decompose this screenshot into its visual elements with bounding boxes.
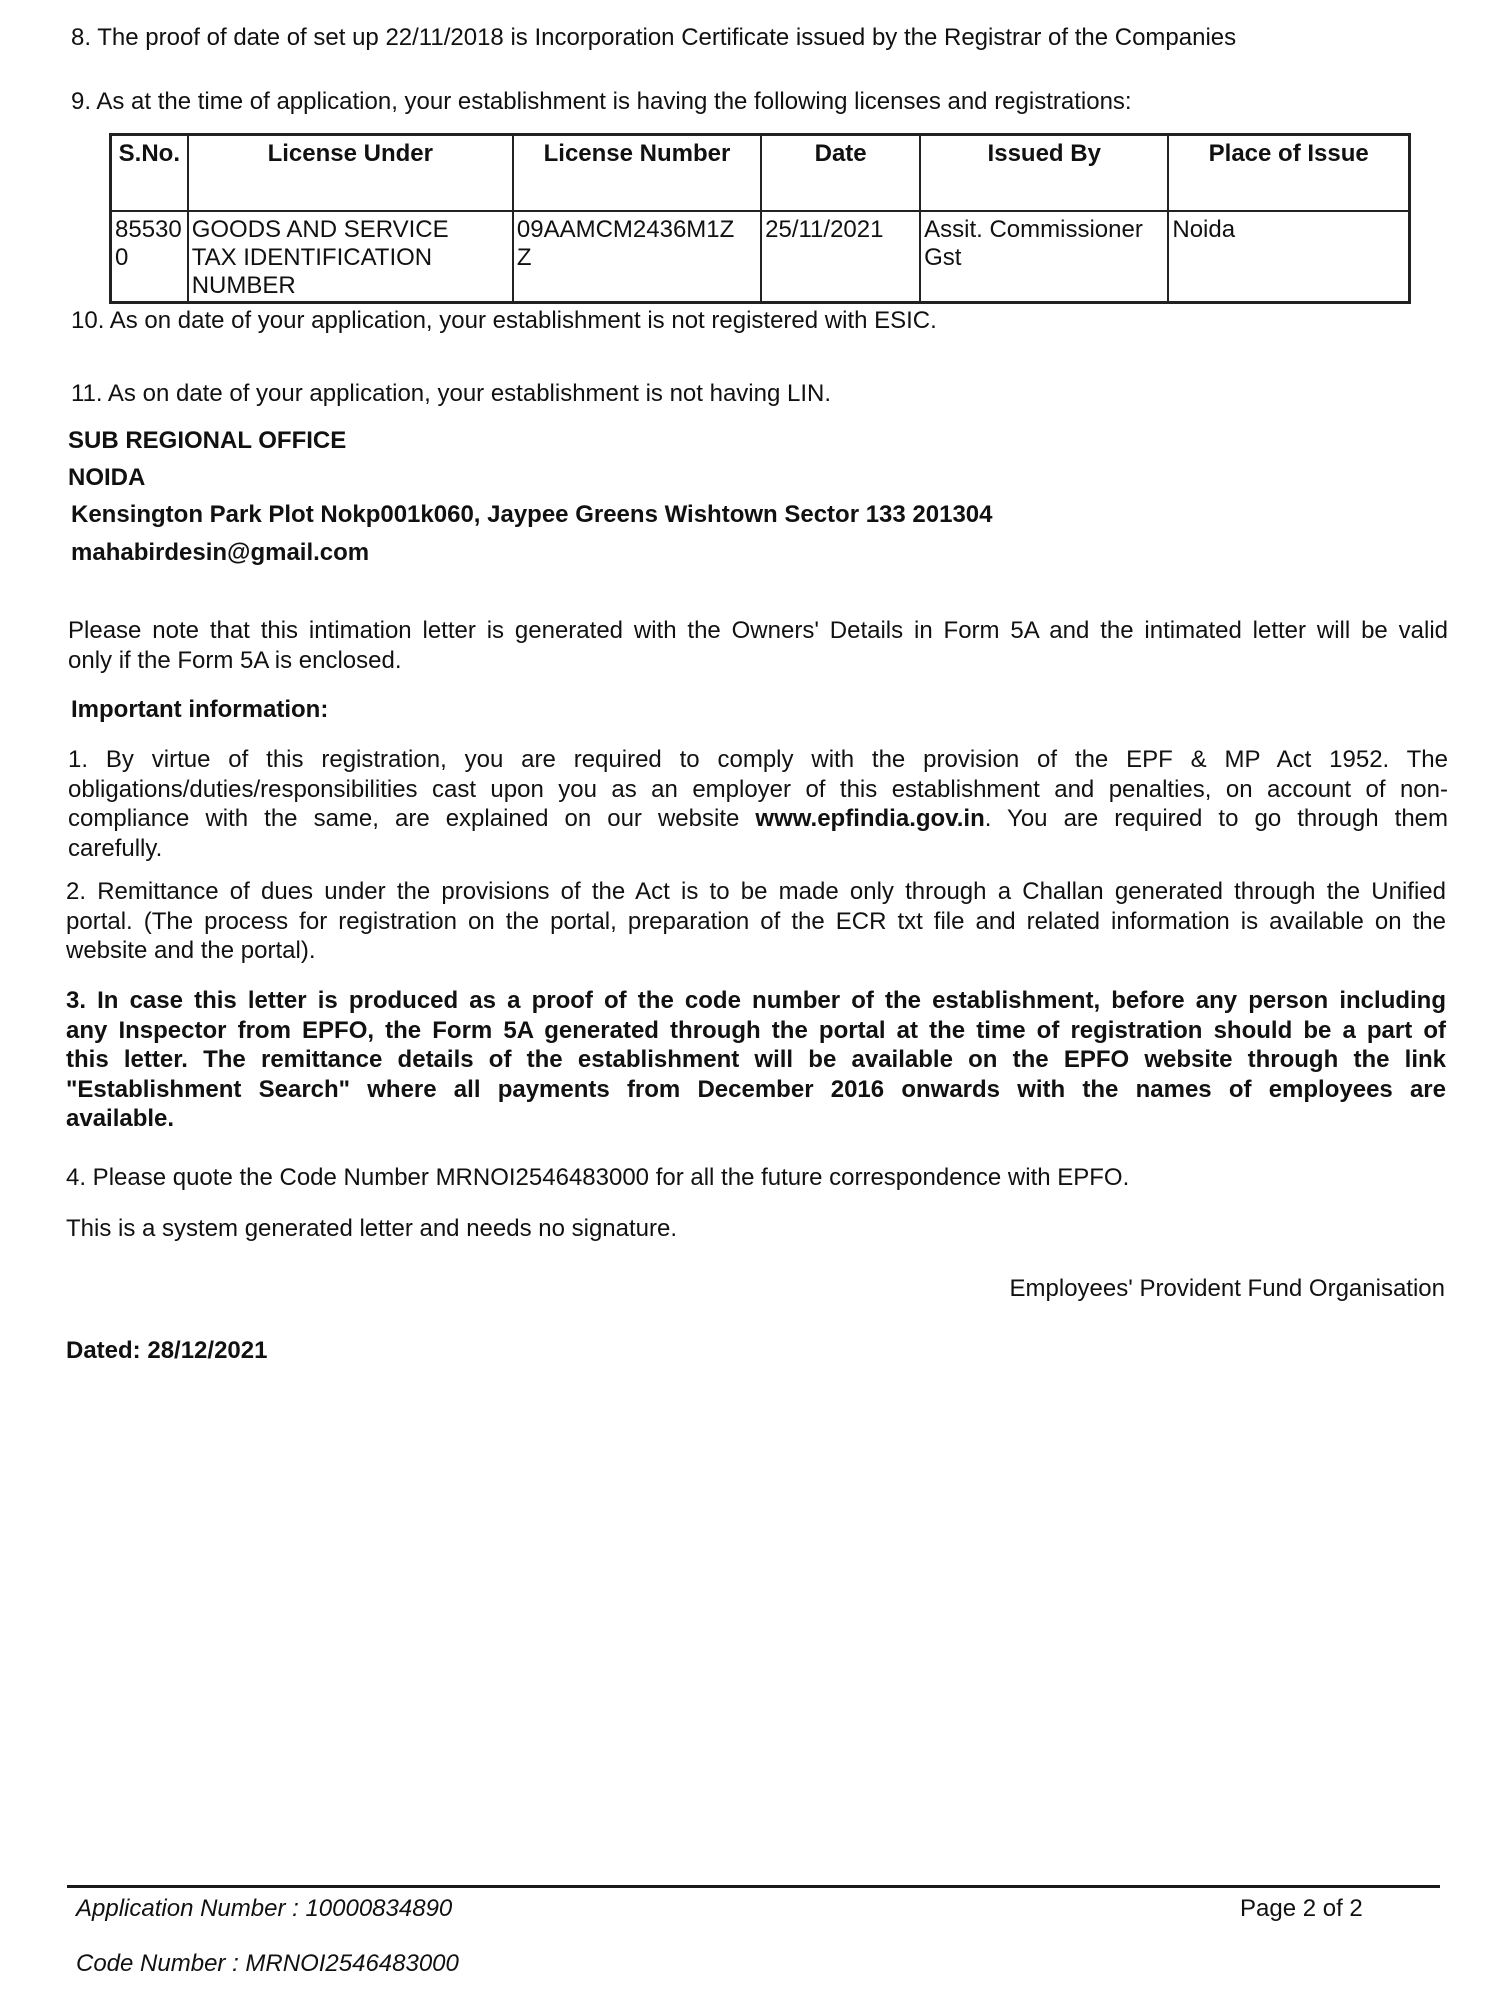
cell-date: 25/11/2021 [761, 211, 920, 303]
dated-label: Dated: 28/12/2021 [66, 1337, 268, 1364]
footer-page-number: Page 2 of 2 [1240, 1895, 1363, 1922]
item-10-esic-status: 10. As on date of your application, your establishment is not registered with ESIC. [71, 307, 937, 334]
cell-place-of-issue: Noida [1168, 211, 1409, 303]
table-header-row [111, 135, 1410, 212]
cell-license-under: GOODS AND SERVICE TAX IDENTIFICATION NUMBER [188, 211, 513, 303]
establishment-address: Kensington Park Plot Nokp001k060, Jaypee Greens Wishtown Sector 133 201304 [71, 501, 993, 528]
cell-license-number: 09AAMCM2436M1Z Z [513, 211, 761, 303]
licenses-table [109, 133, 1411, 304]
header-place-of-issue: Place of Issue [1168, 135, 1409, 212]
cell-sno: 85530 0 [111, 211, 188, 303]
office-city: NOIDA [68, 464, 146, 491]
header-license-number: License Number [513, 135, 761, 212]
footer-code-number: Code Number : MRNOI2546483000 [76, 1950, 459, 1977]
item-11-lin-status: 11. As on date of your application, your establishment is not having LIN. [71, 380, 832, 407]
epf-website-link[interactable]: www.epfindia.gov.in [755, 805, 985, 832]
important-point-3: 3. In case this letter is produced as a proof of the code number of the establishment, before any person including any Inspector from EPFO, the Form 5A generated through the portal at the time of registration should be a part of this letter. The remittance details of the establishment will be available on the EPFO website through the link "Establishment Search" where all payments from December 2016 onwards with the names of employees are available. [66, 987, 1446, 1132]
important-info-heading: Important information: [71, 696, 329, 723]
cell-issued-by: Assit. Commissioner Gst [920, 211, 1168, 303]
footer-divider [67, 1885, 1440, 1888]
header-date: Date [761, 135, 920, 212]
footer-application-number: Application Number : 10000834890 [76, 1895, 453, 1922]
table-row [111, 211, 1410, 303]
important-point-1: 1. By virtue of this registration, you are required to comply with the provision of the EPF & MP Act 1952. The obligations/duties/responsibilities cast upon you as an employer of this establishment and penalties, on account of non- compliance with the same, are explained on our website www.epfindia.gov.in. You are required to go through them carefully. [68, 746, 1449, 862]
important-point-4: 4. Please quote the Code Number MRNOI2546483000 for all the future correspondence with EPFO. [66, 1164, 1130, 1191]
header-sno: S.No. [111, 135, 188, 212]
form-5a-note: Please note that this intimation letter is generated with the Owners' Details in Form 5A and the intimated letter will be valid only if the Form 5A is enclosed. [68, 617, 1448, 674]
item-8-proof-of-setup: 8. The proof of date of set up 22/11/2018 is Incorporation Certificate issued by the Registrar of the Companies [71, 24, 1237, 51]
office-title: SUB REGIONAL OFFICE [68, 427, 347, 454]
important-point-2: 2. Remittance of dues under the provisions of the Act is to be made only through a Challan generated through the Unified portal. (The process for registration on the portal, preparation of the ECR txt file and related information is available on the website and the portal). [66, 878, 1446, 964]
system-generated-note: This is a system generated letter and needs no signature. [66, 1215, 678, 1242]
item-9-licenses-intro: 9. As at the time of application, your establishment is having the following licenses and registrations: [71, 88, 1132, 115]
header-license-under: License Under [188, 135, 513, 212]
header-issued-by: Issued By [920, 135, 1168, 212]
signatory-organisation: Employees' Provident Fund Organisation [1009, 1275, 1445, 1302]
establishment-email: mahabirdesin@gmail.com [71, 539, 370, 566]
